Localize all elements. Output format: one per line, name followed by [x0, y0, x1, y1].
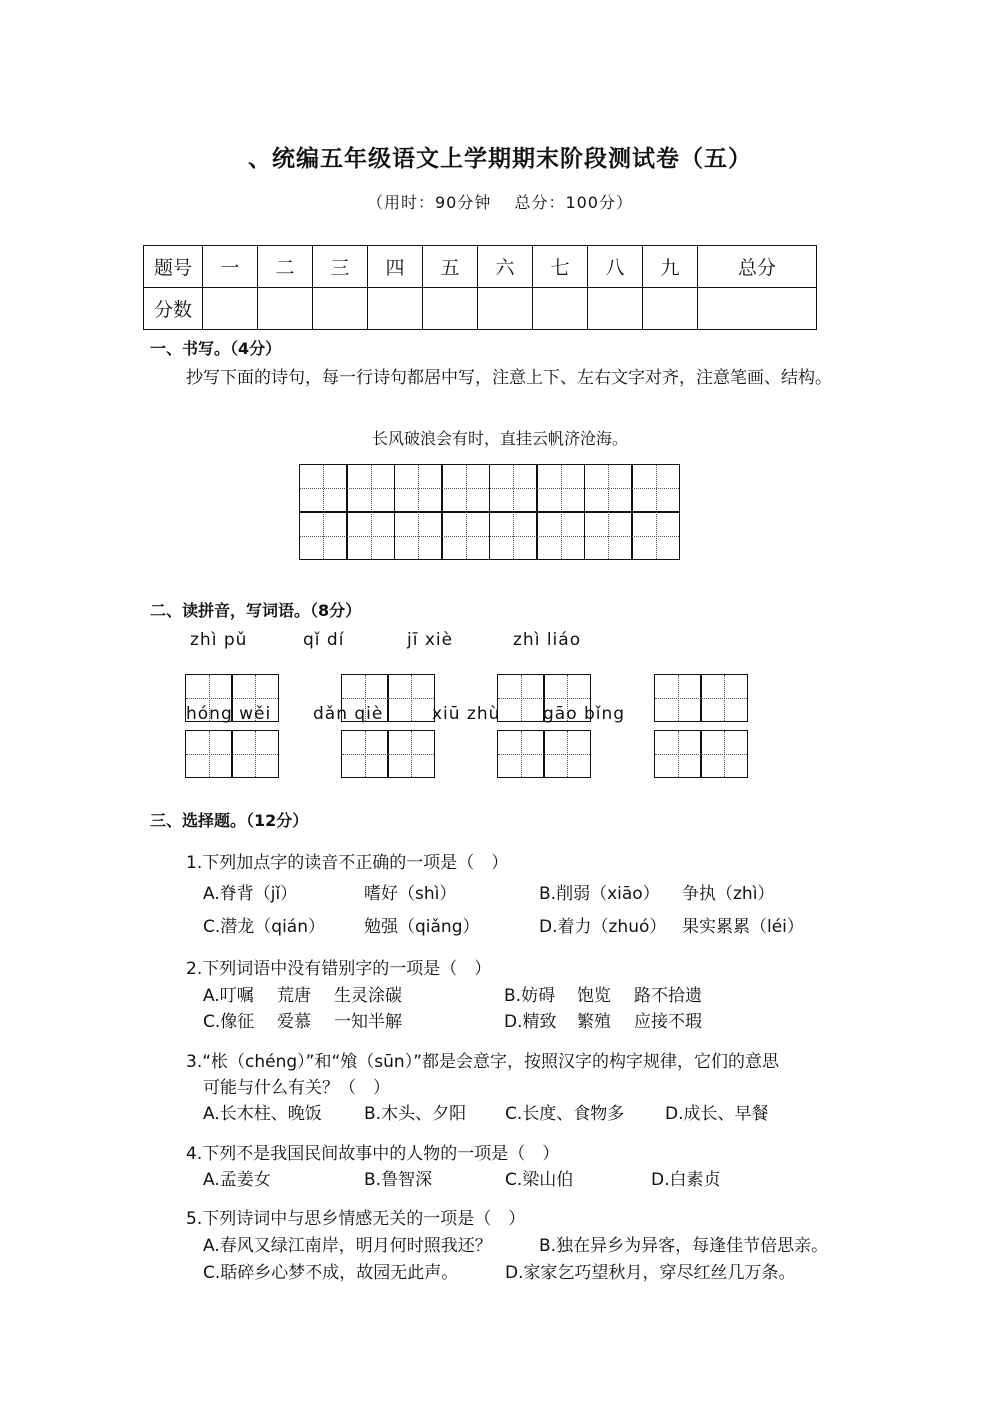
answer-cell[interactable] — [700, 730, 748, 778]
answer-cell[interactable] — [387, 730, 435, 778]
writing-cell[interactable] — [536, 464, 585, 513]
option[interactable]: 一知半解 — [334, 1012, 402, 1032]
option[interactable]: 嗜好（shì） — [364, 884, 457, 904]
score-table-cell: 题号 — [144, 246, 203, 288]
answer-cell[interactable] — [387, 674, 435, 722]
answer-box-pair — [342, 731, 435, 778]
writing-cell[interactable] — [299, 511, 348, 560]
writing-cell[interactable] — [631, 511, 680, 560]
pinyin: dǎn qiè — [313, 704, 384, 724]
answer-box-pair — [655, 731, 748, 778]
pinyin: zhì liáo — [513, 630, 582, 650]
option[interactable]: 饱览 — [577, 986, 611, 1006]
option[interactable]: B.鲁智深 — [364, 1170, 433, 1190]
option[interactable]: 果实累累（léi） — [682, 917, 804, 937]
writing-cell[interactable] — [441, 464, 490, 513]
option[interactable]: A.叮嘱 — [203, 986, 254, 1006]
option[interactable]: A.脊背（jǐ） — [203, 884, 298, 904]
option[interactable]: 繁殖 — [577, 1012, 611, 1032]
option[interactable]: D.家家乞巧望秋月，穿尽红丝几万条。 — [505, 1263, 796, 1283]
score-input-cell[interactable] — [533, 288, 588, 330]
section2-heading: 二、读拼音，写词语。（8分） — [150, 601, 362, 620]
answer-box-pair — [186, 731, 279, 778]
option[interactable]: D.精致 — [504, 1012, 557, 1032]
writing-cell[interactable] — [489, 464, 538, 513]
option[interactable]: D.着力（zhuó） — [539, 917, 667, 937]
page-title: 、统编五年级语文上学期期末阶段测试卷（五） — [248, 146, 752, 172]
pinyin: zhì pǔ — [190, 630, 248, 650]
option[interactable]: 争执（zhì） — [682, 884, 775, 904]
exam-info: （用时：90分钟 总分：100分） — [367, 193, 633, 212]
score-table-cell: 七 — [533, 246, 588, 288]
score-table-cell: 六 — [478, 246, 533, 288]
score-table-cell: 分数 — [144, 288, 203, 330]
section3-heading: 三、选择题。（12分） — [150, 811, 309, 830]
score-input-cell[interactable] — [643, 288, 698, 330]
answer-cell[interactable] — [341, 730, 389, 778]
score-table-cell: 五 — [423, 246, 478, 288]
option[interactable]: C.梁山伯 — [505, 1170, 574, 1190]
pinyin: hóng wěi — [186, 704, 272, 724]
poem-line: 长风破浪会有时，直挂云帆济沧海。 — [371, 429, 628, 448]
option[interactable]: B.独在异乡为异客，每逢佳节倍思亲。 — [539, 1236, 829, 1256]
answer-box-pair — [498, 731, 591, 778]
option[interactable]: B.木头、夕阳 — [364, 1104, 467, 1124]
writing-cell[interactable] — [346, 464, 395, 513]
question-1-stem: 1.下列加点字的读音不正确的一项是（ ） — [186, 853, 509, 873]
writing-cell[interactable] — [489, 511, 538, 560]
answer-box-pair — [655, 675, 748, 722]
pinyin: qǐ dí — [303, 630, 345, 650]
option[interactable]: D.白素贞 — [651, 1170, 721, 1190]
writing-grid — [300, 465, 680, 560]
question-3-stem-cont: 可能与什么有关？（ ） — [203, 1078, 390, 1098]
answer-cell[interactable] — [700, 674, 748, 722]
option[interactable]: 爱慕 — [277, 1012, 311, 1032]
answer-cell[interactable] — [497, 730, 545, 778]
score-input-cell[interactable] — [588, 288, 643, 330]
option[interactable]: C.潜龙（qián） — [203, 917, 325, 937]
answer-cell[interactable] — [543, 730, 591, 778]
option[interactable]: A.孟姜女 — [203, 1170, 271, 1190]
score-input-cell[interactable] — [698, 288, 817, 330]
answer-cell[interactable] — [231, 730, 279, 778]
writing-grid-row — [300, 465, 680, 513]
option[interactable]: 路不拾遗 — [634, 986, 702, 1006]
question-5-stem: 5.下列诗词中与思乡情感无关的一项是（ ） — [186, 1209, 526, 1229]
score-table-cell: 二 — [258, 246, 313, 288]
option[interactable]: C.像征 — [203, 1012, 255, 1032]
score-table-cell: 四 — [368, 246, 423, 288]
answer-cell[interactable] — [497, 674, 545, 722]
question-4-stem: 4.下列不是我国民间故事中的人物的一项是（ ） — [186, 1144, 560, 1164]
score-input-cell[interactable] — [203, 288, 258, 330]
writing-cell[interactable] — [394, 464, 443, 513]
score-table-cell: 三 — [313, 246, 368, 288]
score-table-header-row — [144, 246, 817, 288]
writing-cell[interactable] — [631, 464, 680, 513]
score-table-cell: 八 — [588, 246, 643, 288]
score-table — [143, 245, 817, 330]
pinyin: jī xiè — [407, 630, 454, 650]
option[interactable]: C.长度、食物多 — [505, 1104, 625, 1124]
score-table-score-row — [144, 288, 817, 330]
writing-cell[interactable] — [394, 511, 443, 560]
pinyin: gāo bǐng — [543, 704, 626, 724]
score-input-cell[interactable] — [258, 288, 313, 330]
score-input-cell[interactable] — [368, 288, 423, 330]
pinyin: xiū zhù — [432, 704, 501, 724]
score-table-cell: 总分 — [698, 246, 817, 288]
writing-grid-row — [300, 513, 680, 561]
score-input-cell[interactable] — [423, 288, 478, 330]
option[interactable]: 荒唐 — [277, 986, 311, 1006]
writing-cell[interactable] — [299, 464, 348, 513]
option[interactable]: A.春风又绿江南岸，明月何时照我还？ — [203, 1236, 492, 1256]
option[interactable]: C.聒碎乡心梦不成，故园无此声。 — [203, 1263, 459, 1283]
writing-cell[interactable] — [584, 464, 633, 513]
writing-cell[interactable] — [536, 511, 585, 560]
answer-cell[interactable] — [185, 730, 233, 778]
option[interactable]: B.削弱（xiāo） — [539, 884, 660, 904]
option[interactable]: 生灵涂碳 — [334, 986, 402, 1006]
section1-heading: 一、书写。（4分） — [150, 339, 282, 358]
score-table-cell: 一 — [203, 246, 258, 288]
option[interactable]: 应接不瑕 — [634, 1012, 702, 1032]
answer-cell[interactable] — [654, 730, 702, 778]
writing-cell[interactable] — [584, 511, 633, 560]
option[interactable]: D.成长、早餐 — [665, 1104, 769, 1124]
writing-cell[interactable] — [441, 511, 490, 560]
score-input-cell[interactable] — [313, 288, 368, 330]
option[interactable]: B.妨碍 — [504, 986, 556, 1006]
score-table-cell: 九 — [643, 246, 698, 288]
answer-cell[interactable] — [654, 674, 702, 722]
question-2-stem: 2.下列词语中没有错别字的一项是（ ） — [186, 959, 492, 979]
score-input-cell[interactable] — [478, 288, 533, 330]
section1-instruction: 抄写下面的诗句，每一行诗句都居中写，注意上下、左右文字对齐，注意笔画、结构。 — [186, 368, 832, 388]
question-3-stem: 3.“枨（chéng）”和“飧（sūn）”都是会意字，按照汉字的构字规律，它们的意思 — [186, 1052, 779, 1072]
option[interactable]: A.长木柱、晚饭 — [203, 1104, 322, 1124]
writing-cell[interactable] — [346, 511, 395, 560]
option[interactable]: 勉强（qiǎng） — [364, 917, 480, 937]
